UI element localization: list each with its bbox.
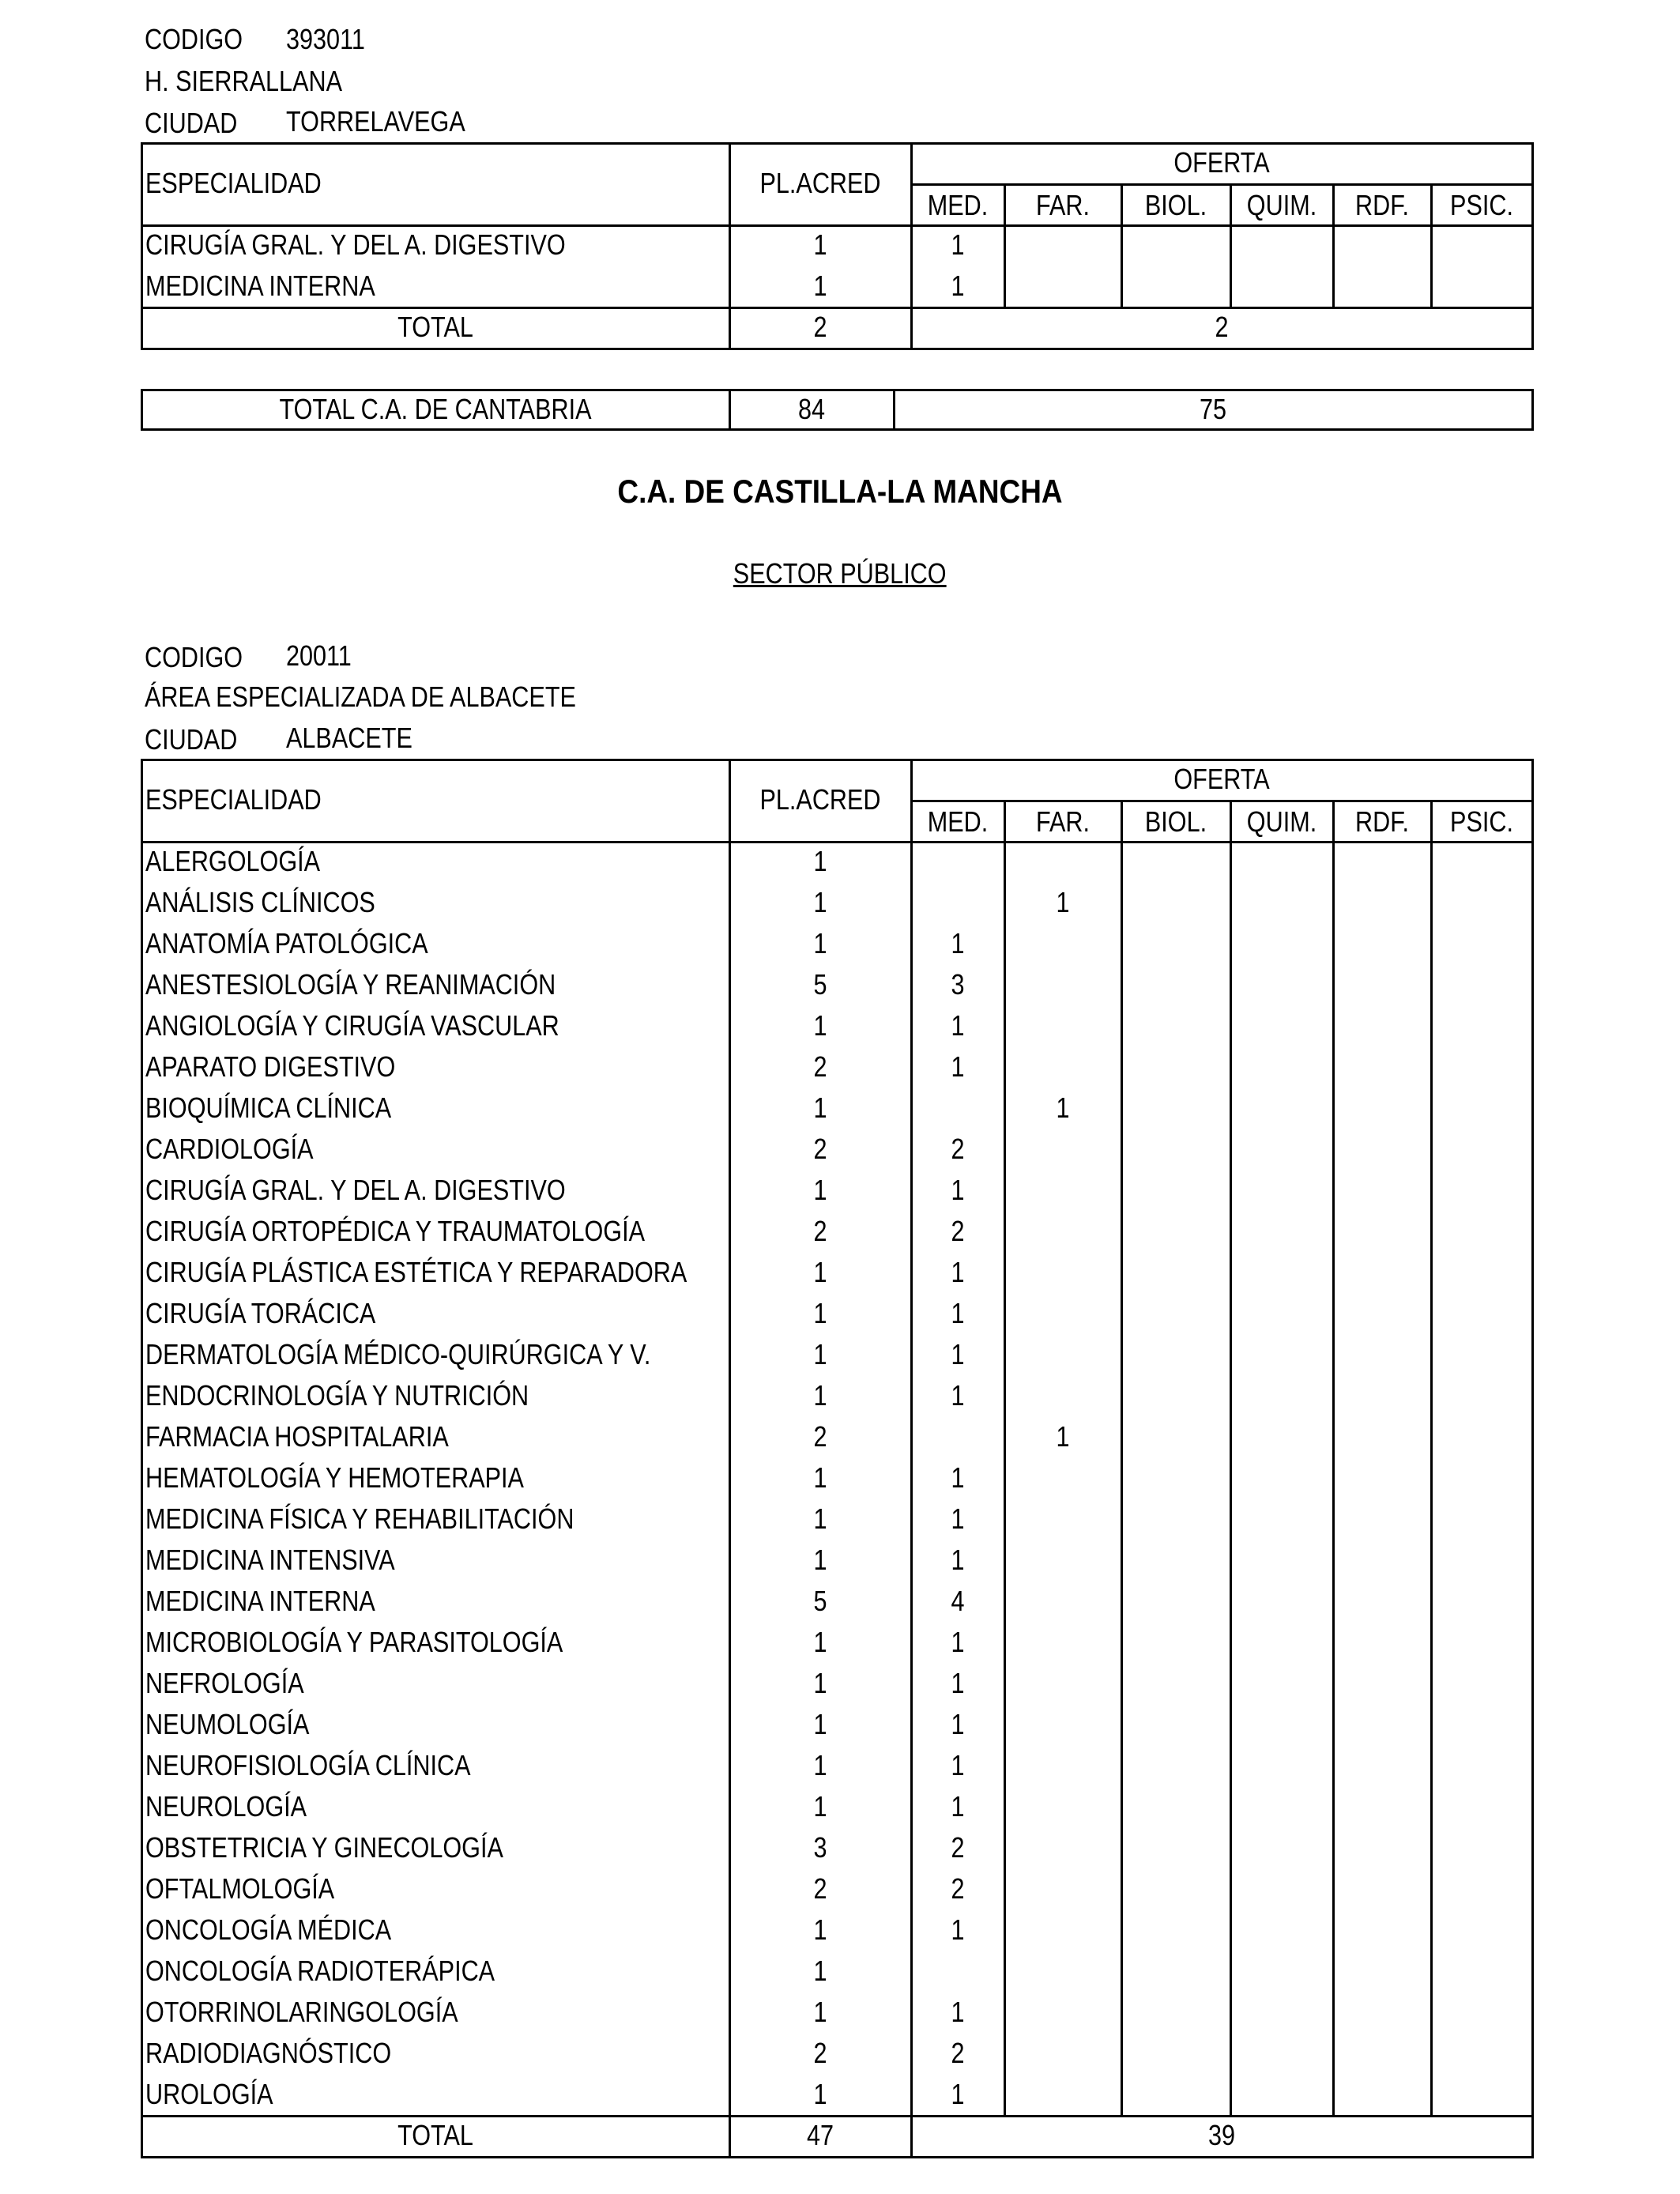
cell-especialidad: NEFROLOGÍA (145, 1667, 304, 1699)
cell-pl: 1 (813, 270, 827, 302)
total-placred: 2 (813, 311, 827, 343)
cell-especialidad: ANGIOLOGÍA Y CIRUGÍA VASCULAR (145, 1009, 559, 1042)
header-rdf: RDF. (1355, 189, 1409, 221)
cell-med: 1 (951, 1009, 965, 1042)
cell-pl: 1 (813, 886, 827, 918)
cell-especialidad: NEUROLOGÍA (145, 1790, 307, 1823)
cell-especialidad: ENDOCRINOLOGÍA Y NUTRICIÓN (145, 1379, 529, 1412)
cell-med: 1 (951, 1050, 965, 1083)
ciudad-label-2: CIUDAD (145, 723, 238, 756)
sector-title: SECTOR PÚBLICO (733, 557, 947, 590)
header-quim: QUIM. (1246, 189, 1317, 221)
cell-pl: 2 (813, 1872, 827, 1905)
cell-med: 2 (951, 1133, 965, 1165)
cell-pl: 1 (813, 1667, 827, 1699)
cell-pl: 1 (813, 1913, 827, 1946)
codigo-label-2: CODIGO (145, 641, 243, 673)
cell-pl: 2 (813, 1133, 827, 1165)
cell-especialidad: ANÁLISIS CLÍNICOS (145, 886, 375, 918)
cell-especialidad: UROLOGÍA (145, 2078, 273, 2110)
cell-especialidad: ANATOMÍA PATOLÓGICA (145, 927, 428, 959)
cell-pl: 1 (813, 1338, 827, 1370)
cell-pl: 2 (813, 1050, 827, 1083)
cell-med: 1 (951, 1667, 965, 1699)
header-far: FAR. (1035, 805, 1090, 838)
cell-pl: 1 (813, 1955, 827, 1987)
header-psic: PSIC. (1450, 805, 1513, 838)
cell-med: 1 (951, 1996, 965, 2028)
cell-especialidad: MICROBIOLOGÍA Y PARASITOLOGÍA (145, 1626, 563, 1658)
cell-pl: 1 (813, 1708, 827, 1740)
cell-especialidad: MEDICINA INTERNA (145, 1585, 375, 1617)
cell-med: 1 (951, 1379, 965, 1412)
cell-especialidad: CIRUGÍA ORTOPÉDICA Y TRAUMATOLOGÍA (145, 1215, 646, 1247)
cell-especialidad: OBSTETRICIA Y GINECOLOGÍA (145, 1831, 503, 1864)
cell-pl: 1 (813, 1996, 827, 2028)
cell-pl: 2 (813, 1215, 827, 1247)
cell-far: 1 (1056, 1091, 1070, 1124)
cell-pl: 1 (813, 1790, 827, 1823)
cell-med: 1 (951, 1256, 965, 1288)
header-oferta: OFERTA (1173, 763, 1270, 795)
cell-med: 2 (951, 1215, 965, 1247)
cell-especialidad: ONCOLOGÍA RADIOTERÁPICA (145, 1955, 495, 1987)
cell-pl: 1 (813, 1502, 827, 1535)
header-far: FAR. (1035, 189, 1090, 221)
header-especialidad: ESPECIALIDAD (145, 783, 322, 816)
cell-med: 1 (951, 1790, 965, 1823)
cell-pl: 1 (813, 1626, 827, 1658)
region-total-label: TOTAL C.A. DE CANTABRIA (279, 393, 592, 425)
cell-pl: 2 (813, 1420, 827, 1453)
cell-especialidad: MEDICINA FÍSICA Y REHABILITACIÓN (145, 1502, 574, 1535)
cell-especialidad: CIRUGÍA GRAL. Y DEL A. DIGESTIVO (145, 228, 566, 261)
cell-pl: 1 (813, 1174, 827, 1206)
cell-med: 2 (951, 2037, 965, 2069)
cell-especialidad: ALERGOLOGÍA (145, 845, 321, 877)
codigo-label: CODIGO (145, 23, 243, 55)
cell-especialidad: HEMATOLOGÍA Y HEMOTERAPIA (145, 1461, 524, 1494)
cell-pl: 1 (813, 1461, 827, 1494)
header-psic: PSIC. (1450, 189, 1513, 221)
region-heading: C.A. DE CASTILLA-LA MANCHA (617, 473, 1063, 510)
cell-especialidad: ONCOLOGÍA MÉDICA (145, 1913, 392, 1946)
cell-especialidad: CARDIOLOGÍA (145, 1133, 314, 1165)
cell-pl: 1 (813, 1256, 827, 1288)
cell-med: 3 (951, 968, 965, 1001)
total-placred: 47 (806, 2119, 834, 2151)
cell-far: 1 (1056, 1420, 1070, 1453)
header-placred: PL.ACRED (759, 167, 881, 199)
cell-med: 1 (951, 927, 965, 959)
cell-med: 1 (951, 228, 965, 261)
header-rdf: RDF. (1355, 805, 1409, 838)
cell-med: 2 (951, 1872, 965, 1905)
cell-pl: 3 (813, 1831, 827, 1864)
hospital-name-2: ÁREA ESPECIALIZADA DE ALBACETE (145, 680, 576, 713)
cell-especialidad: CIRUGÍA GRAL. Y DEL A. DIGESTIVO (145, 1174, 566, 1206)
codigo-value: 393011 (286, 23, 365, 55)
header-biol: BIOL. (1144, 805, 1207, 838)
cell-especialidad: NEUMOLOGÍA (145, 1708, 310, 1740)
cell-med: 1 (951, 1749, 965, 1781)
cell-med: 1 (951, 1708, 965, 1740)
cell-especialidad: APARATO DIGESTIVO (145, 1050, 396, 1083)
cell-pl: 1 (813, 927, 827, 959)
total-oferta: 2 (1215, 311, 1229, 343)
cell-especialidad: RADIODIAGNÓSTICO (145, 2037, 392, 2069)
cell-med: 1 (951, 2078, 965, 2110)
codigo-value-2: 20011 (286, 639, 352, 672)
header-oferta: OFERTA (1173, 146, 1270, 179)
cell-pl: 1 (813, 1009, 827, 1042)
cell-med: 1 (951, 1913, 965, 1946)
cell-especialidad: DERMATOLOGÍA MÉDICO-QUIRÚRGICA Y V. (145, 1338, 651, 1370)
cell-pl: 1 (813, 1091, 827, 1124)
cell-pl: 2 (813, 2037, 827, 2069)
cell-pl: 1 (813, 1379, 827, 1412)
cell-med: 1 (951, 270, 965, 302)
header-med: MED. (927, 805, 989, 838)
cell-pl: 5 (813, 968, 827, 1001)
cell-med: 4 (951, 1585, 965, 1617)
cell-med: 1 (951, 1174, 965, 1206)
cell-far: 1 (1056, 886, 1070, 918)
cell-especialidad: OTORRINOLARINGOLOGÍA (145, 1996, 458, 2028)
cell-pl: 1 (813, 1749, 827, 1781)
cell-pl: 1 (813, 228, 827, 261)
cell-pl: 1 (813, 1297, 827, 1329)
cell-med: 1 (951, 1544, 965, 1576)
cell-med: 2 (951, 1831, 965, 1864)
header-placred: PL.ACRED (759, 783, 881, 816)
cell-med: 1 (951, 1626, 965, 1658)
header-biol: BIOL. (1144, 189, 1207, 221)
cell-especialidad: MEDICINA INTENSIVA (145, 1544, 395, 1576)
cell-especialidad: OFTALMOLOGÍA (145, 1872, 335, 1905)
cell-med: 1 (951, 1502, 965, 1535)
cell-med: 1 (951, 1297, 965, 1329)
ciudad-value: TORRELAVEGA (286, 105, 465, 138)
cell-pl: 5 (813, 1585, 827, 1617)
total-label: TOTAL (397, 2119, 473, 2151)
header-med: MED. (927, 189, 989, 221)
cell-especialidad: BIOQUÍMICA CLÍNICA (145, 1091, 392, 1124)
cell-pl: 1 (813, 2078, 827, 2110)
ciudad-label: CIUDAD (145, 107, 238, 139)
cell-pl: 1 (813, 1544, 827, 1576)
hospital-name: H. SIERRALLANA (145, 65, 342, 97)
cell-med: 1 (951, 1338, 965, 1370)
region-total-placred: 84 (797, 393, 826, 425)
cell-especialidad: CIRUGÍA TORÁCICA (145, 1297, 376, 1329)
header-especialidad: ESPECIALIDAD (145, 167, 322, 199)
region-total-oferta: 75 (1199, 393, 1227, 425)
cell-pl: 1 (813, 845, 827, 877)
ciudad-value-2: ALBACETE (286, 722, 412, 754)
cell-especialidad: FARMACIA HOSPITALARIA (145, 1420, 449, 1453)
header-quim: QUIM. (1246, 805, 1317, 838)
total-oferta: 39 (1207, 2119, 1236, 2151)
total-label: TOTAL (397, 311, 473, 343)
cell-med: 1 (951, 1461, 965, 1494)
cell-especialidad: ANESTESIOLOGÍA Y REANIMACIÓN (145, 968, 556, 1001)
cell-especialidad: MEDICINA INTERNA (145, 270, 375, 302)
cell-especialidad: NEUROFISIOLOGÍA CLÍNICA (145, 1749, 471, 1781)
cell-especialidad: CIRUGÍA PLÁSTICA ESTÉTICA Y REPARADORA (145, 1256, 687, 1288)
